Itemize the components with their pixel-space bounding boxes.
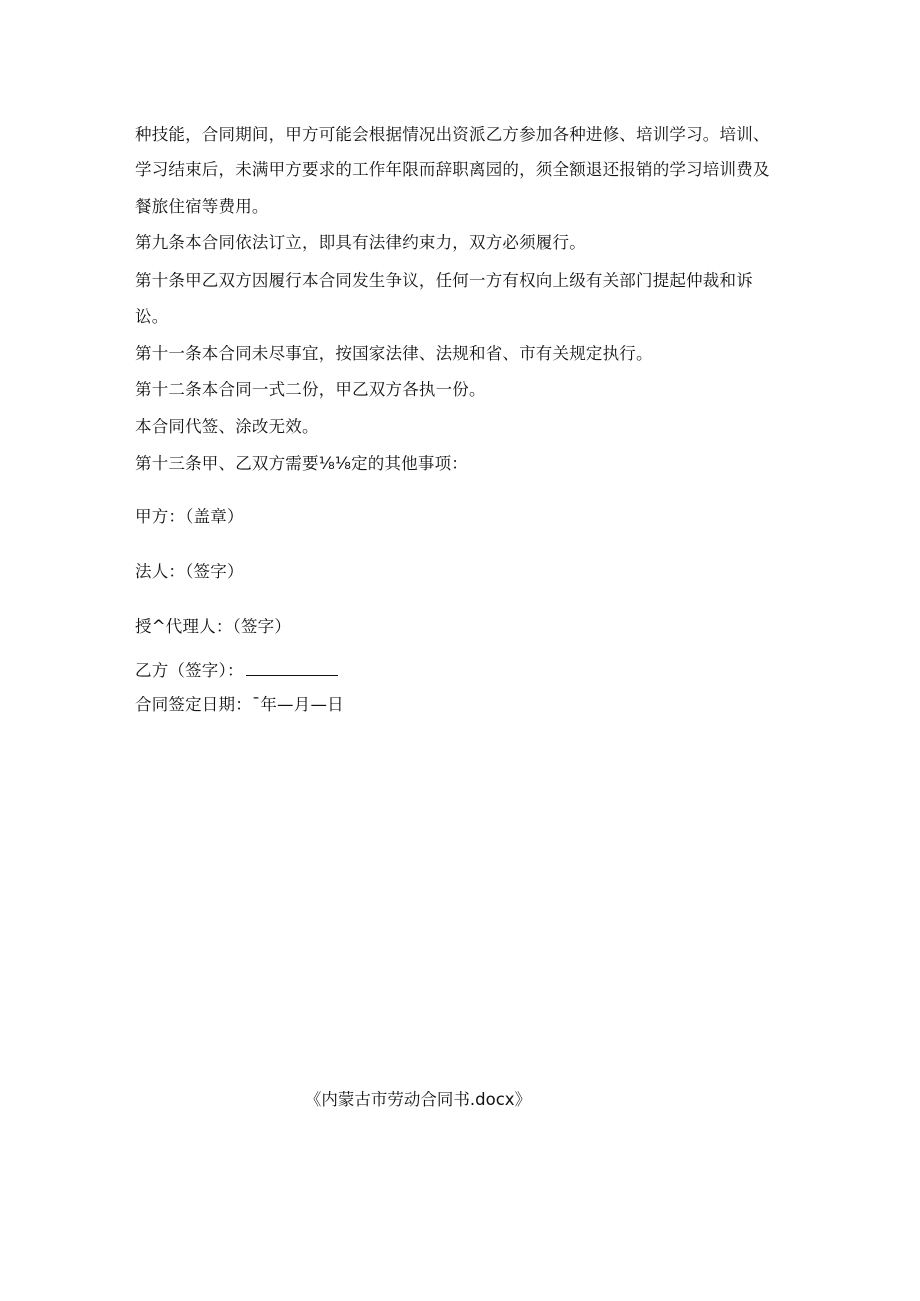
clause-13: 第十三条甲、乙双方需要⅛⅛定的其他事项： [135, 454, 468, 473]
body-line-2: 学习结束后，未满甲方要求的工作年限而辞职离园的，须全额退还报销的学习培训费及 [135, 160, 770, 179]
clause-12: 第十二条本合同一式二份，甲乙双方各执一份。 [135, 380, 486, 399]
body-line-1: 种技能，合同期间，甲方可能会根据情况出资派乙方参加各种进修、培训学习。培训、 [135, 125, 770, 144]
clause-10-cont: 讼。 [135, 307, 169, 326]
no-proxy-note: 本合同代签、涂改无效。 [135, 417, 319, 436]
party-b-label: 乙方（签字）： [135, 661, 244, 680]
party-b-signature [135, 659, 338, 681]
signing-date: 合同签定日期：¯年—月—日 [135, 695, 344, 714]
party-a-seal: 甲方：（盖章） [135, 507, 244, 526]
footer [0, 1090, 920, 1110]
signature-blank-line [246, 659, 338, 676]
agent-signature: 授^代理人：（签字） [135, 617, 292, 636]
clause-10: 第十条甲乙双方因履行本合同发生争议，任何一方有权向上级有关部门提起仲裁和诉 [135, 271, 753, 290]
document-title-footer: 《内蒙古市劳动合同书.docx》 [304, 1090, 532, 1109]
clause-9: 第九条本合同依法订立，即具有法律约束力，双方必须履行。 [135, 233, 586, 252]
legal-rep-signature: 法人：（签字） [135, 562, 244, 581]
body-line-3: 餐旅住宿等费用。 [135, 197, 269, 216]
clause-11: 第十一条本合同未尽事宜，按国家法律、法规和省、市有关规定执行。 [135, 344, 653, 363]
